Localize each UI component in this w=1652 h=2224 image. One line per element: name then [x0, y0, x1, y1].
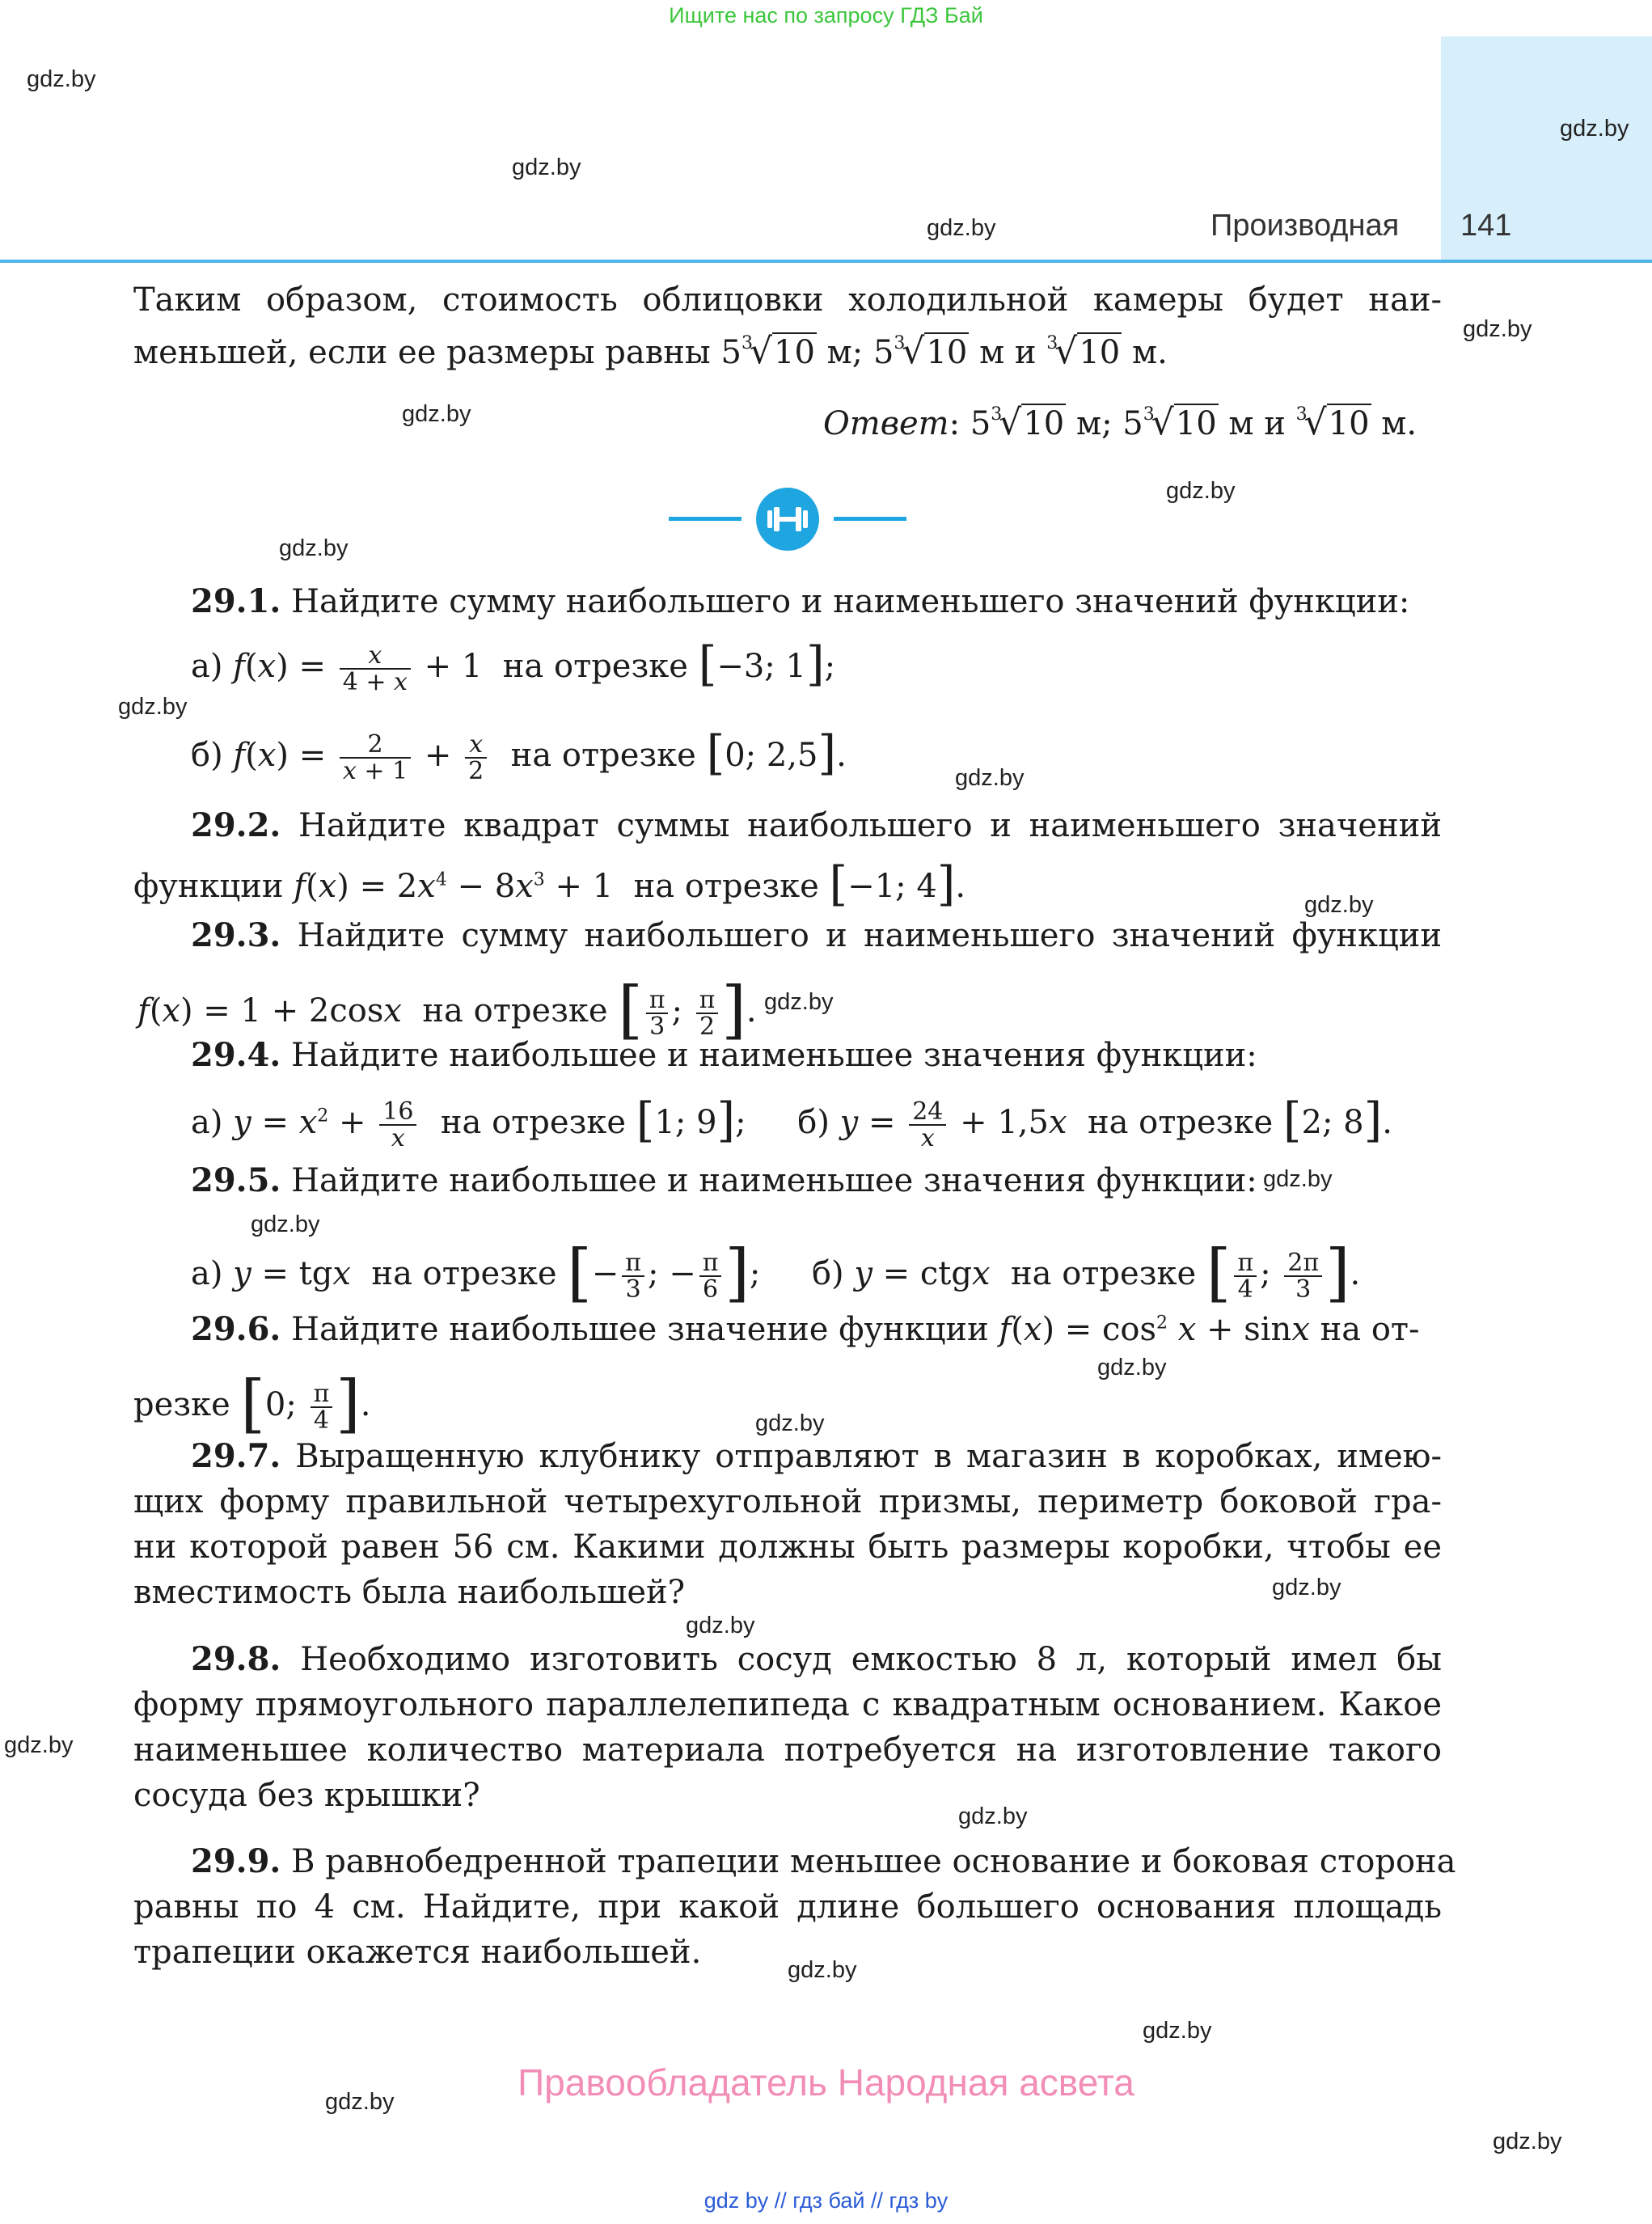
fraction: $\frac{x}{4 + x}$ [340, 643, 411, 696]
exercise-29-7-line-3: ни которой равен 56 см. Какими должны быть размеры коробки, чтобы ее [133, 1528, 1442, 1566]
watermark: gdz.by [4, 1732, 74, 1758]
answer-label: Ответ [823, 405, 949, 442]
exercise-number: 29.3. [191, 916, 281, 954]
exercise-number: 29.9. [191, 1842, 281, 1880]
fraction: $\frac{\pi}{2}$ [696, 987, 719, 1040]
exercise-29-8-line-4: сосуда без крышки? [133, 1777, 480, 1814]
exercise-29-3-line-2: f(x) = 1 + 2cosx на отрезке [ $\frac{\pi}{3}$ ; $\frac{\pi}{2}$ ]. [137, 974, 757, 1046]
watermark: gdz.by [27, 66, 96, 92]
watermark: gdz.by [1166, 478, 1236, 504]
exercise-29-1-a: а) f(x) = $\frac{x}{4 + x}$ + 1 на отрезке [−3; 1]; [191, 636, 836, 696]
fraction: $\frac{\pi}{6}$ [699, 1250, 722, 1303]
exercise-29-8-line-2: форму прямоугольного параллелепипеда с квадратным основанием. Какое [133, 1686, 1442, 1723]
watermark: gdz.by [927, 215, 996, 241]
intro-line-1: Таким образом, стоимость облицовки холодильной камеры будет наи- [133, 281, 1442, 319]
exercise-29-4-ab: а) $y = x^2$ + $\frac{16}{x}$ на отрезке [1; 9]; б) y = $\frac{24}{x}$ + 1,5x на отрезке [2; 8]. [191, 1093, 1392, 1152]
watermark: gdz.by [325, 2089, 395, 2115]
copyright-notice: Правообладатель Народная асвета [518, 2061, 1134, 2103]
fraction: $\frac{16}{x}$ [379, 1099, 416, 1152]
fraction: $\frac{\pi}{4}$ [1234, 1250, 1257, 1303]
divider-right [834, 517, 906, 521]
footer-links[interactable]: gdz by // гдз бай // гдз by [703, 2188, 949, 2213]
dumbbell-icon [756, 488, 819, 551]
root-expression: $5^3√10$ [872, 331, 968, 372]
watermark: gdz.by [1463, 316, 1532, 342]
watermark: gdz.by [279, 535, 349, 561]
top-banner: Ищите нас по запросу ГДЗ Бай [669, 3, 983, 27]
header-rule [0, 260, 1652, 263]
exercise-29-7-line-2: щих форму правильной четырехугольной призмы, периметр боковой гра- [133, 1483, 1442, 1520]
root-expression: $5^3√10$ [1122, 402, 1217, 443]
exercise-29-6-line-2: резке [0; $\frac{\pi}{4}$ ]. [133, 1368, 371, 1440]
divider-left [669, 517, 741, 521]
root-expression: $^3$√10 [1046, 331, 1121, 372]
exercise-number: 29.5. [191, 1161, 281, 1199]
exercise-29-8: 29.8. Необходимо изготовить сосуд емкостью 8 л, который имел бы [191, 1640, 1443, 1678]
exercise-29-9-line-3: трапеции окажется наибольшей. [133, 1934, 702, 1971]
exercise-number: 29.2. [191, 806, 281, 844]
exercise-29-7-line-4: вместимость была наибольшей? [133, 1574, 686, 1611]
watermark: gdz.by [764, 989, 834, 1015]
exercise-number: 29.4. [191, 1036, 281, 1074]
exercise-number: 29.7. [191, 1437, 281, 1475]
watermark: gdz.by [755, 1410, 825, 1436]
exercise-29-2: 29.2. Найдите квадрат суммы наибольшего и наименьшего значений [191, 806, 1442, 844]
exercise-29-2-line-2: функции $f(x) = 2x^4 - 8x^3 + 1$ на отрезке [−1; 4]. [133, 856, 966, 911]
intro-line-2: меньшей, если ее размеры равны $5^3√10$ м; $5^3√10$ м и $^3$√10 м. [133, 331, 1168, 372]
fraction: $\frac{24}{x}$ [909, 1099, 946, 1152]
watermark: gdz.by [402, 401, 471, 427]
root-expression: $^3$√10 [1295, 402, 1370, 443]
exercise-29-5: 29.5. Найдите наибольшее и наименьшее значения функции: [191, 1161, 1257, 1199]
page-number: 141 [1460, 209, 1512, 243]
exercise-29-9-line-2: равны по 4 см. Найдите, при какой длине большего основания площадь [133, 1888, 1442, 1926]
watermark: gdz.by [788, 1957, 857, 1983]
root-expression: $5^3√10$ [970, 402, 1065, 443]
watermark: gdz.by [1097, 1355, 1167, 1380]
exercise-29-1-b: б) f(x) = $\frac{2}{x + 1}$ + $\frac{x}{2}$ на отрезке [0; 2,5]. [191, 725, 847, 785]
exercise-number: 29.6. [191, 1310, 281, 1348]
exercise-29-7: 29.7. Выращенную клубнику отправляют в магазин в коробках, имею- [191, 1437, 1443, 1475]
fraction: $\frac{2\pi}{3}$ [1284, 1250, 1322, 1303]
watermark: gdz.by [118, 694, 188, 720]
watermark: gdz.by [1493, 2129, 1562, 2154]
watermark: gdz.by [958, 1803, 1028, 1829]
watermark: gdz.by [512, 154, 581, 180]
fraction: $\frac{\pi}{3}$ [646, 987, 669, 1040]
exercise-29-9: 29.9. В равнобедренной трапеции меньшее основание и боковая сторона [191, 1842, 1456, 1880]
exercise-29-8-line-3: наименьшее количество материала потребуется на изготовление такого [133, 1731, 1442, 1769]
exercise-29-4: 29.4. Найдите наибольшее и наименьшее значения функции: [191, 1036, 1257, 1074]
watermark: gdz.by [955, 765, 1025, 791]
exercise-number: 29.8. [191, 1640, 281, 1678]
fraction: $\frac{\pi}{3}$ [622, 1250, 644, 1303]
intro-line-2-text: меньшей, если ее размеры равны [133, 334, 711, 371]
fraction: $\frac{x}{2}$ [465, 732, 487, 784]
exercise-29-5-ab: а) y = tgx на отрезке [− $\frac{\pi}{3}$ ; − $\frac{\pi}{6}$ ]; б) y = ctgx на отрезке [ $\frac{\pi}{4}$ ; $\frac{2\pi}{3}$ ]. [191, 1237, 1361, 1309]
answer-line: Ответ: $5^3√10$ м; $5^3√10$ м и $^3$√10 м. [823, 402, 1418, 443]
chapter-title: Производная [1210, 209, 1400, 243]
watermark: gdz.by [1560, 116, 1629, 142]
exercise-29-1: 29.1. Найдите сумму наибольшего и наименьшего значений функции: [191, 582, 1410, 620]
watermark: gdz.by [686, 1613, 755, 1638]
watermark: gdz.by [251, 1211, 320, 1237]
watermark: gdz.by [1263, 1166, 1333, 1192]
exercise-29-6: 29.6. Найдите наибольшее значение функции $f(x) = \cos^2 x + \sin x$ на от- [191, 1310, 1420, 1348]
exercise-29-3: 29.3. Найдите сумму наибольшего и наименьшего значений функции [191, 916, 1442, 954]
exercise-number: 29.1. [191, 582, 281, 620]
fraction: $\frac{\pi}{4}$ [311, 1381, 333, 1434]
watermark: gdz.by [1272, 1575, 1341, 1600]
watermark: gdz.by [1304, 892, 1374, 918]
root-expression: $5^3√10$ [720, 331, 815, 372]
watermark: gdz.by [1143, 2018, 1212, 2044]
fraction: $\frac{2}{x + 1}$ [340, 732, 411, 784]
